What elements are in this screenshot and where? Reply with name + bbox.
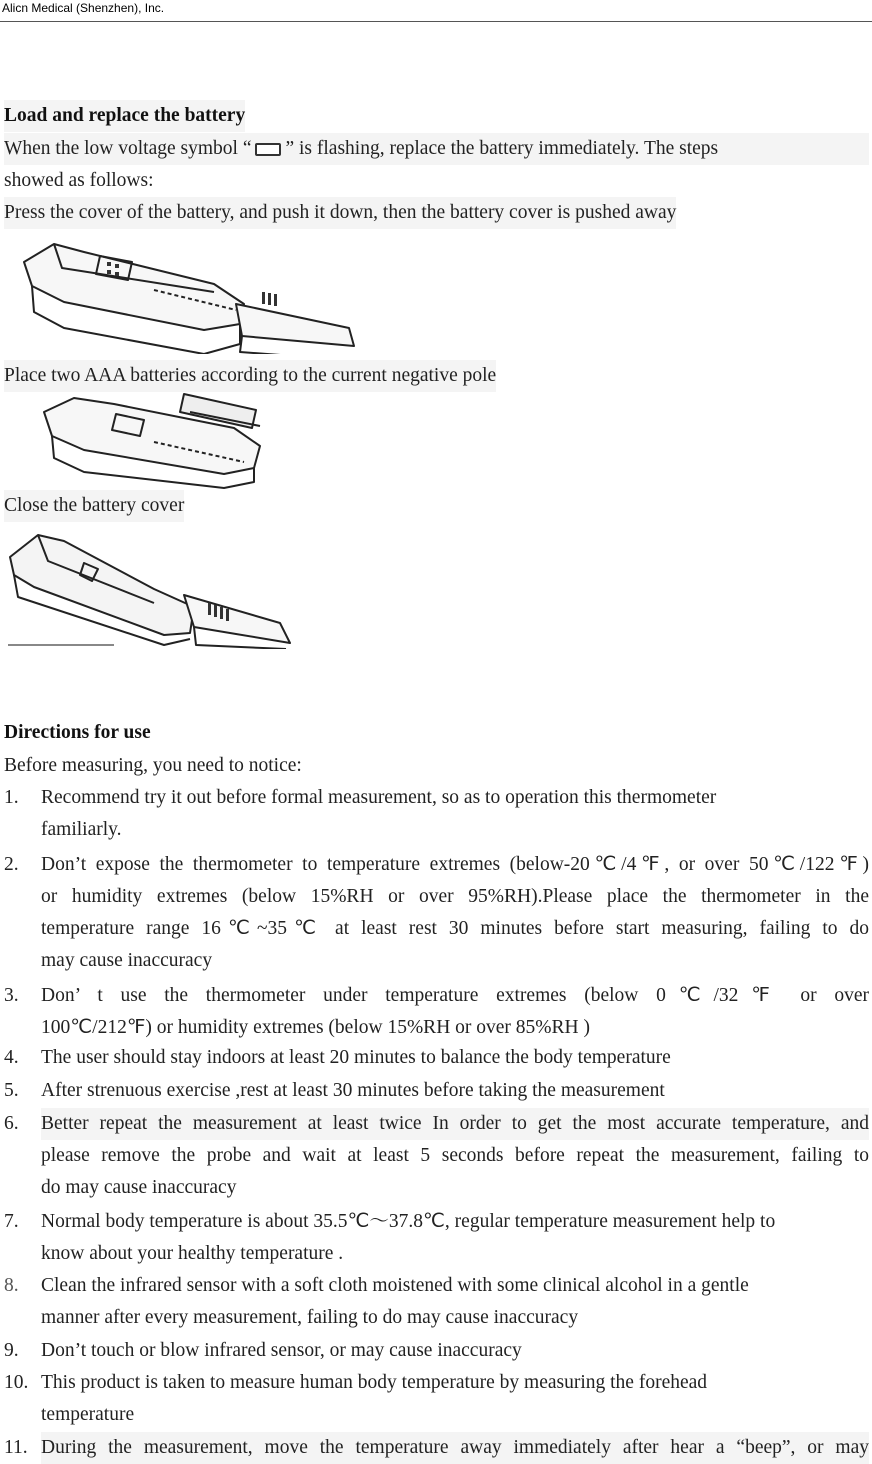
directions-section-title: Directions for use — [4, 722, 151, 743]
battery-cover-close-illustration — [4, 527, 294, 649]
low-battery-icon — [255, 143, 281, 156]
battery-step-2: Place two AAA batteries according to the current negative pole — [4, 360, 496, 392]
battery-section-title: Load and replace the battery — [4, 100, 245, 132]
battery-cover-open-illustration — [4, 232, 356, 354]
company-name: Alicn Medical (Shenzhen), Inc. — [2, 1, 165, 15]
battery-step-3: Close the battery cover — [4, 490, 184, 522]
battery-step-1: Press the cover of the battery, and push it down, then the battery cover is pushed away — [4, 197, 676, 229]
battery-intro-line-1: When the low voltage symbol “ ” is flashing, replace the battery immediately. The steps — [4, 133, 869, 165]
page-header — [0, 0, 872, 22]
directions-intro: Before measuring, you need to notice: — [4, 755, 302, 776]
aaa-batteries-illustration — [4, 392, 338, 490]
battery-intro-line-2: showed as follows: — [4, 170, 154, 191]
